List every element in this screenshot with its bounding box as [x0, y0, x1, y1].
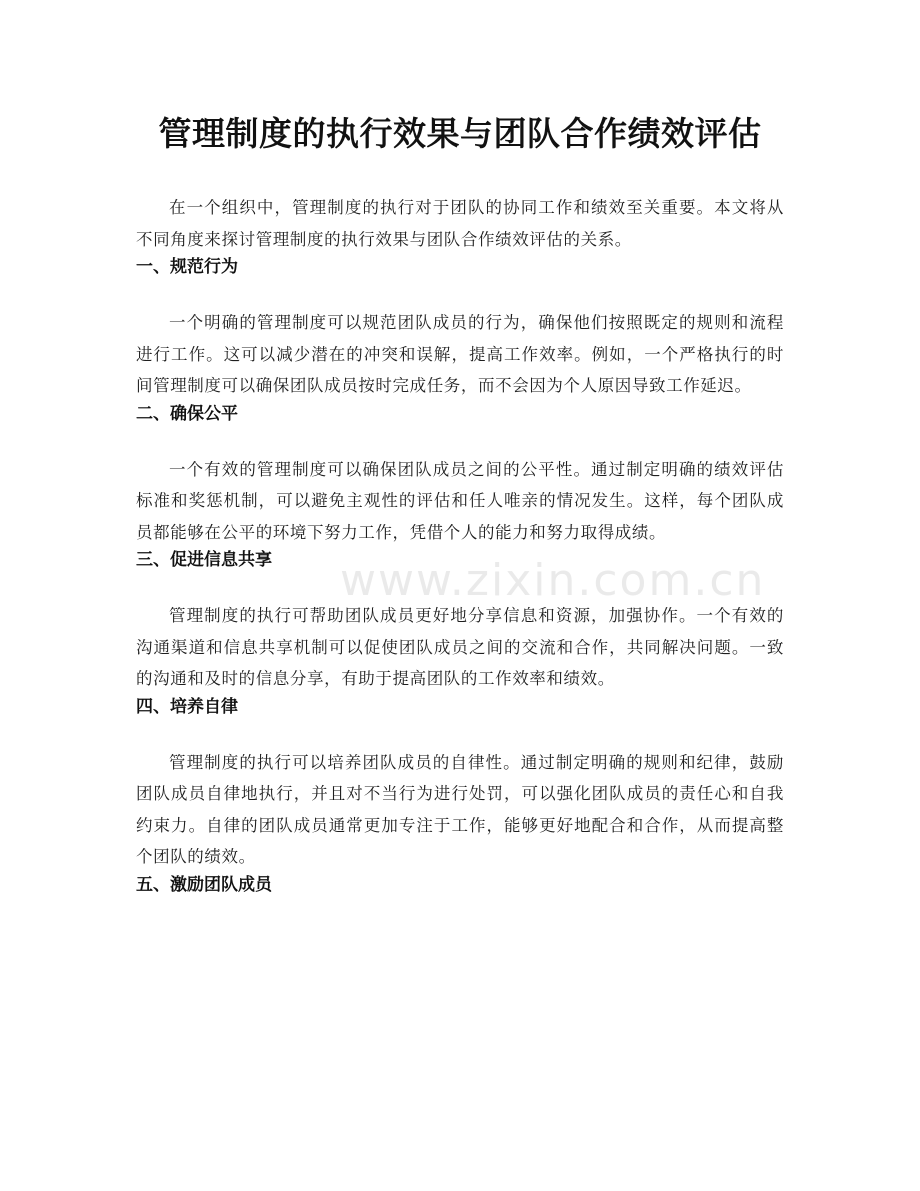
intro-block — [136, 192, 784, 255]
section-paragraph: 管理制度的执行可以培养团队成员的自律性。通过制定明确的规则和纪律，鼓励团队成员自律地执行，并且对不当行为进行处罚，可以强化团队成员的责任心和自我约束力。自律的团队成员通常更加专注于工作，能够更好地配合和合作，从而提高整个团队的绩效。 — [136, 752, 784, 866]
section-1 — [136, 255, 784, 402]
section-heading: 四、培养自律 — [136, 696, 238, 717]
section-5 — [136, 873, 784, 897]
section-paragraph: 管理制度的执行可帮助团队成员更好地分享信息和资源，加强协作。一个有效的沟通渠道和信息共享机制可以促使团队成员之间的交流和合作，共同解决问题。一致的沟通和及时的信息分享，有助于提高团队的工作效率和绩效。 — [136, 606, 784, 688]
watermark: www.zixin.com.cn — [340, 555, 766, 606]
intro-paragraph: 在一个组织中，管理制度的执行对于团队的协同工作和绩效至关重要。本文将从不同角度来探讨管理制度的执行效果与团队合作绩效评估的关系。 — [136, 198, 784, 249]
section-4 — [136, 695, 784, 873]
section-paragraph: 一个有效的管理制度可以确保团队成员之间的公平性。通过制定明确的绩效评估标准和奖惩机制，可以避免主观性的评估和任人唯亲的情况发生。这样，每个团队成员都能够在公平的环境下努力工作，凭借个人的能力和努力取得成绩。 — [136, 459, 784, 542]
section-heading: 五、激励团队成员 — [136, 874, 272, 895]
section-2 — [136, 402, 784, 549]
section-paragraph: 一个明确的管理制度可以规范团队成员的行为，确保他们按照既定的规则和流程进行工作。这可以减少潜在的冲突和误解，提高工作效率。例如，一个严格执行的时间管理制度可以确保团队成员按时完成任务，而不会因为个人原因导致工作延迟。 — [136, 313, 784, 395]
section-heading: 二、确保公平 — [136, 403, 238, 424]
section-3 — [136, 548, 784, 695]
section-heading: 三、促进信息共享 — [136, 550, 272, 570]
section-heading: 一、规范行为 — [136, 257, 238, 277]
document-title: 管理制度的执行效果与团队合作绩效评估 — [158, 114, 762, 153]
